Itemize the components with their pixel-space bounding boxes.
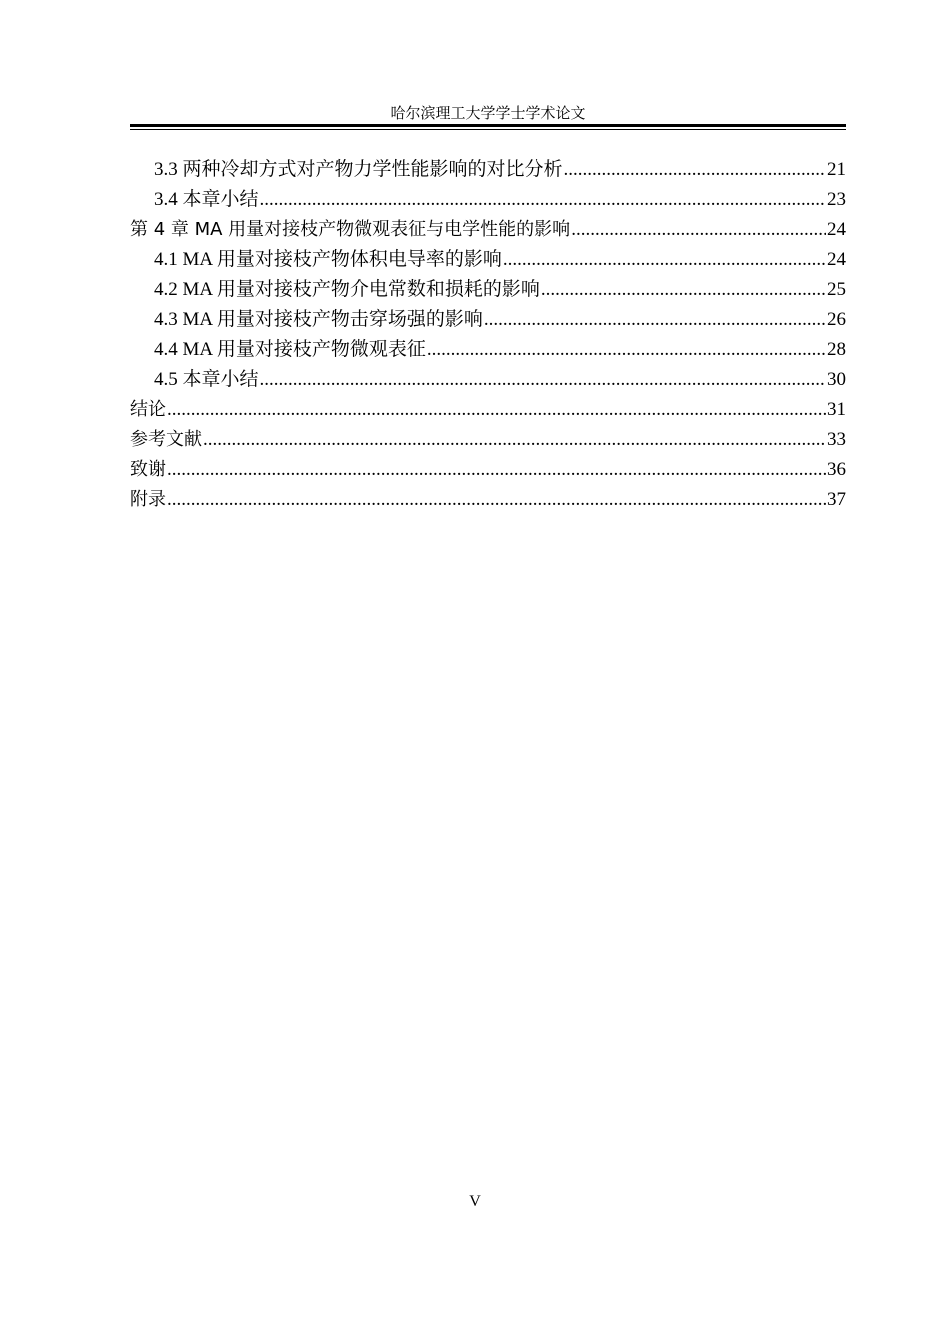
toc-dot-leader [571,215,826,245]
toc-dot-leader [203,425,826,455]
toc-entry-page: 26 [827,309,846,330]
table-of-contents [130,155,846,515]
toc-entry-title: 致谢 [130,459,166,480]
page-header: 哈尔滨理工大学学士学术论文 [390,106,586,122]
toc-entry-page: 24 [827,219,846,240]
toc-entry-page: 28 [827,339,846,360]
toc-dot-leader [260,365,826,395]
toc-entry-page: 24 [827,249,846,270]
toc-entry-title: 4.2 MA 用量对接枝产物介电常数和损耗的影响 [154,279,540,300]
toc-entry-4-5[interactable] [130,365,846,395]
toc-entry-4-1[interactable] [130,245,846,275]
toc-entry-page: 33 [827,429,846,450]
toc-dot-leader [167,485,826,515]
toc-entry-3-4[interactable] [130,185,846,215]
toc-dot-leader [260,185,826,215]
toc-entry-page: 31 [827,399,846,420]
toc-dot-leader [167,455,826,485]
toc-entry-title: 3.4 本章小结 [154,189,259,210]
toc-dot-leader [503,245,826,275]
toc-entry-title: 第 4 章 MA 用量对接枝产物微观表征与电学性能的影响 [130,219,571,240]
toc-entry-title: 3.3 两种冷却方式对产物力学性能影响的对比分析 [154,159,563,180]
toc-dot-leader [541,275,826,305]
toc-entry-page: 37 [827,489,846,510]
toc-entry-title: 参考文献 [130,429,202,450]
header-rule-thick [130,124,846,127]
toc-entry-title: 结论 [130,399,166,420]
toc-entry-page: 36 [827,459,846,480]
toc-entry-appendix[interactable] [130,485,846,515]
toc-entry-references[interactable] [130,425,846,455]
toc-dot-leader [167,395,826,425]
toc-entry-title: 4.5 本章小结 [154,369,259,390]
toc-dot-leader [564,155,826,185]
page-number: V [469,1193,481,1210]
toc-entry-title: 4.3 MA 用量对接枝产物击穿场强的影响 [154,309,483,330]
toc-entry-title: 4.4 MA 用量对接枝产物微观表征 [154,339,426,360]
toc-entry-title: 4.1 MA 用量对接枝产物体积电导率的影响 [154,249,502,270]
toc-dot-leader [427,335,826,365]
toc-entry-acknowledgements[interactable] [130,455,846,485]
header-rule-thin [130,129,846,130]
toc-entry-conclusion[interactable] [130,395,846,425]
toc-entry-page: 23 [827,189,846,210]
toc-entry-3-3[interactable] [130,155,846,185]
toc-dot-leader [484,305,826,335]
toc-entry-4-3[interactable] [130,305,846,335]
toc-entry-page: 25 [827,279,846,300]
toc-entry-4-2[interactable] [130,275,846,305]
toc-entry-page: 30 [827,369,846,390]
toc-entry-4-4[interactable] [130,335,846,365]
toc-entry-chapter-4[interactable] [130,215,846,245]
toc-entry-page: 21 [827,159,846,180]
toc-entry-title: 附录 [130,489,166,510]
